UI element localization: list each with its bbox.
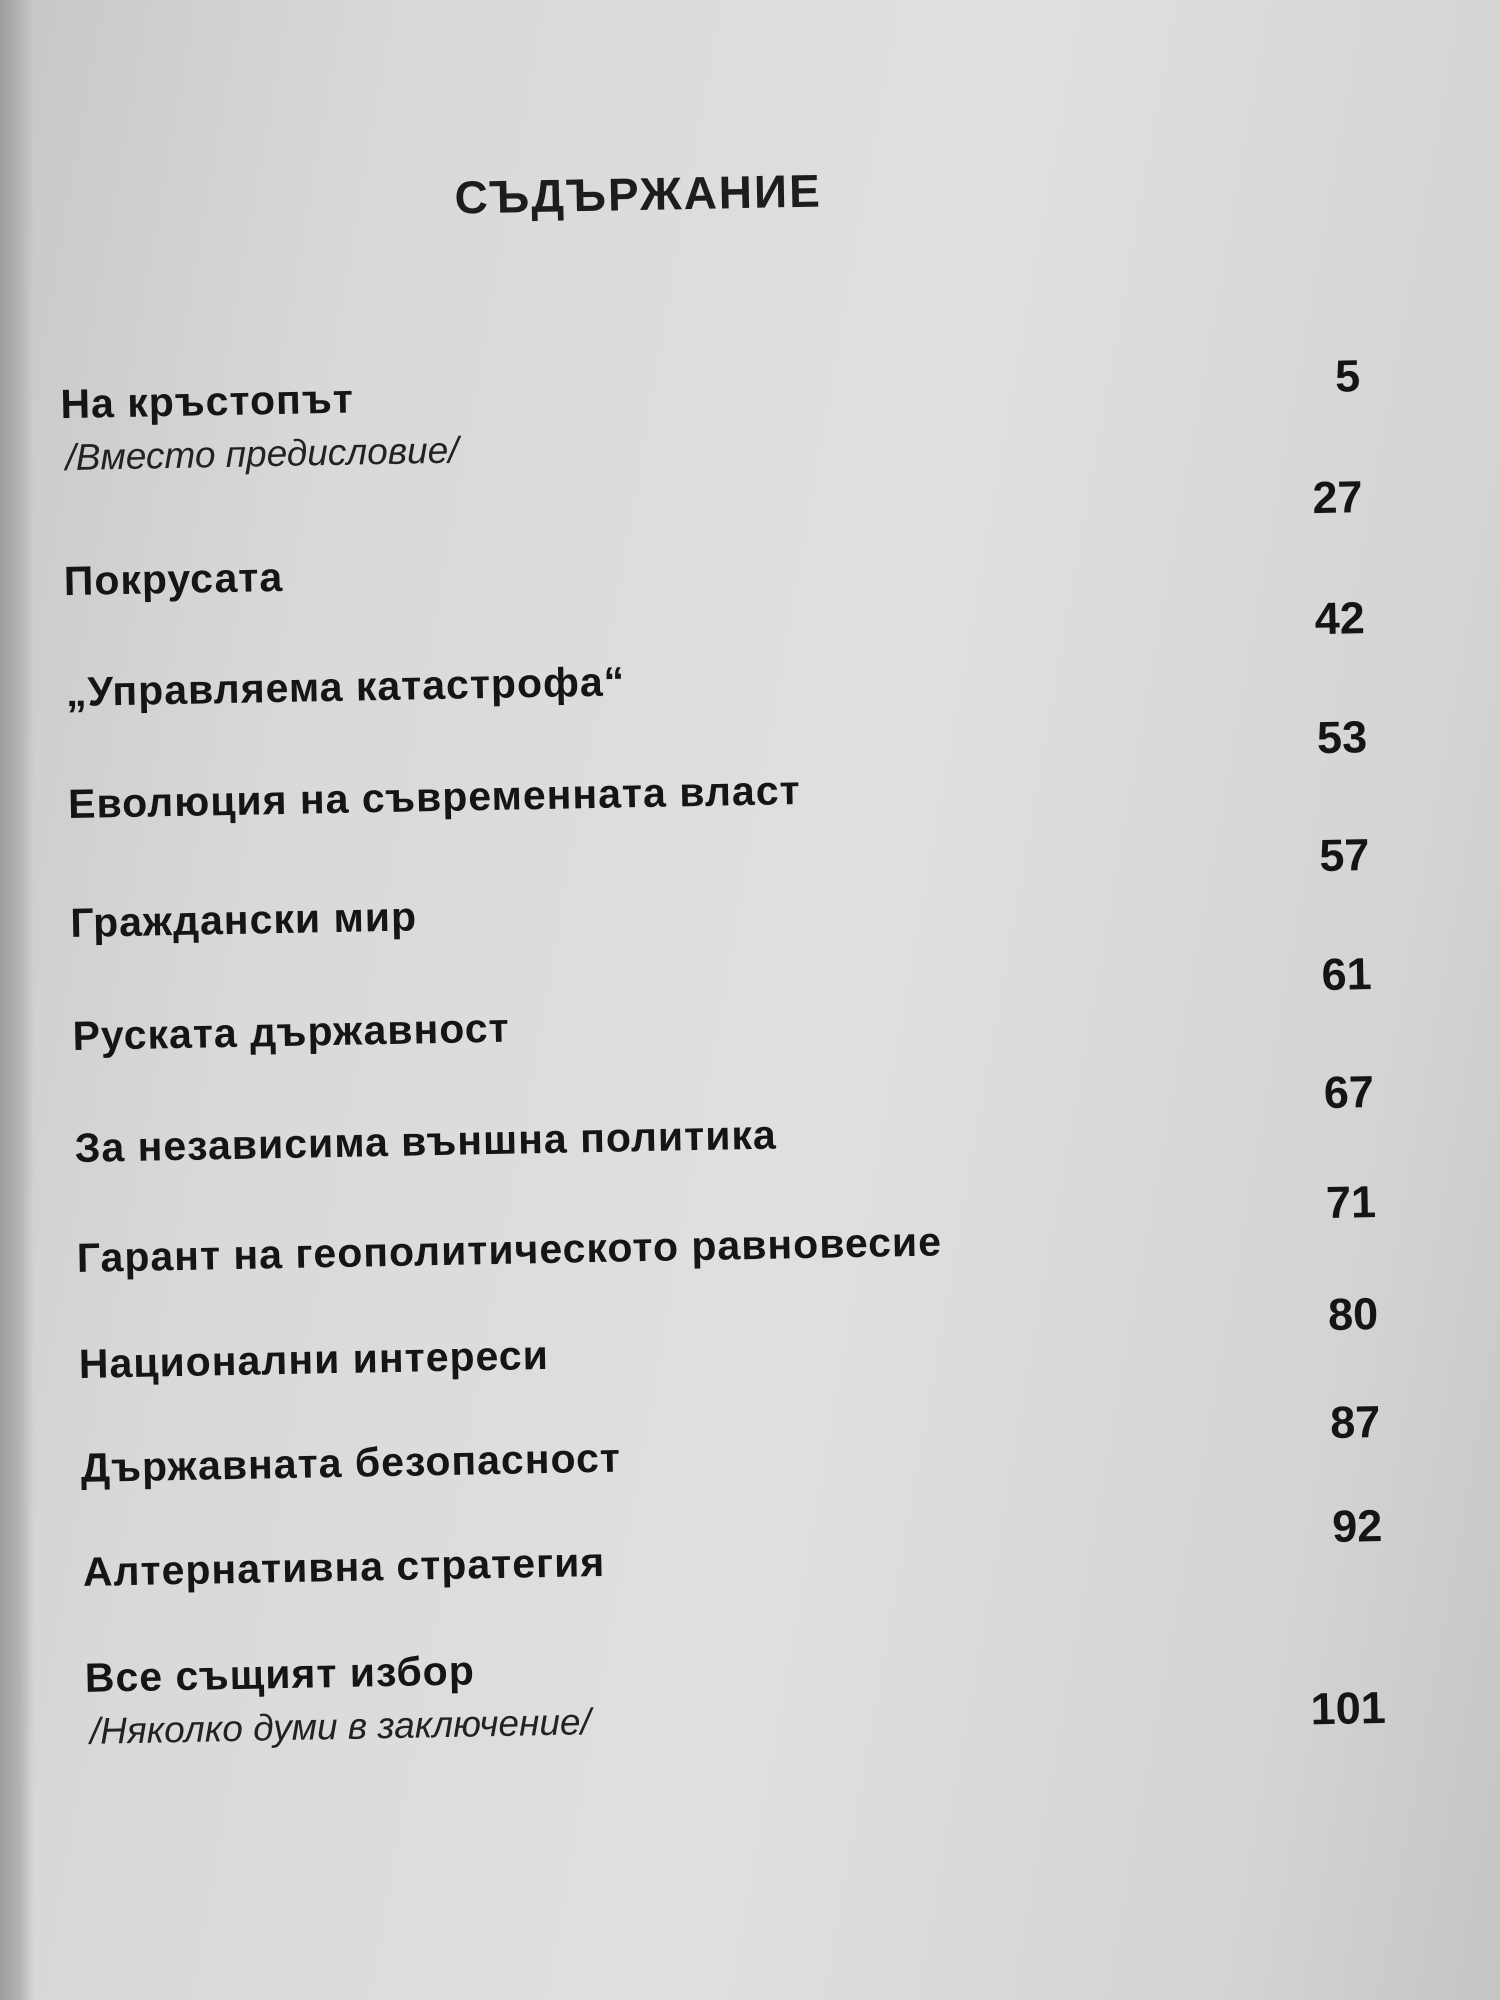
toc-entry-title: Покрусата	[63, 553, 284, 605]
toc-entry-page-number: 80	[1327, 1288, 1379, 1340]
toc-entry-title: Еволюция на съвременната власт	[67, 766, 801, 828]
toc-entry-title: „Управляема катастрофа“	[65, 658, 626, 716]
toc-entry-subtitle: /Няколко думи в заключение/	[89, 1701, 592, 1752]
toc-entry-page-number: 5	[1334, 350, 1361, 402]
toc-heading: СЪДЪРЖАНИЕ	[454, 164, 823, 224]
toc-entry-title: За независима външна политика	[74, 1111, 778, 1171]
toc-entry-title: Национални интереси	[78, 1331, 550, 1387]
toc-entry-page-number: 42	[1314, 592, 1366, 645]
toc-entry-title: На кръстопът	[59, 375, 355, 428]
toc-entry-title: Алтернативна стратегия	[82, 1538, 606, 1595]
toc-entry-page-number: 67	[1323, 1066, 1375, 1118]
toc-entry-page-number: 87	[1329, 1395, 1381, 1448]
toc-entry-page-number: 27	[1311, 471, 1363, 524]
toc-entry-title: Държавната безопасност	[80, 1434, 622, 1491]
toc-entry-page-number: 53	[1316, 711, 1368, 764]
toc-entry-title: Гарант на геополитическото равновесие	[76, 1218, 943, 1281]
toc-entry-title: Граждански мир	[69, 893, 418, 947]
toc-entry-page-number: 71	[1325, 1176, 1377, 1228]
toc-entry-12	[84, 1630, 1386, 1775]
toc-entry-page-number: 61	[1321, 948, 1373, 1001]
toc-entry-page-number: 57	[1318, 829, 1370, 882]
toc-entry-subtitle: /Вместо предисловие/	[65, 429, 459, 479]
toc-entry-page-number: 92	[1331, 1499, 1383, 1552]
toc-entry-title: Руската държавност	[72, 1004, 511, 1060]
toc-entry-1	[59, 350, 1362, 501]
toc-entry-title: Все същият избор	[84, 1647, 476, 1701]
toc-entry-page-number: 101	[1310, 1681, 1387, 1735]
